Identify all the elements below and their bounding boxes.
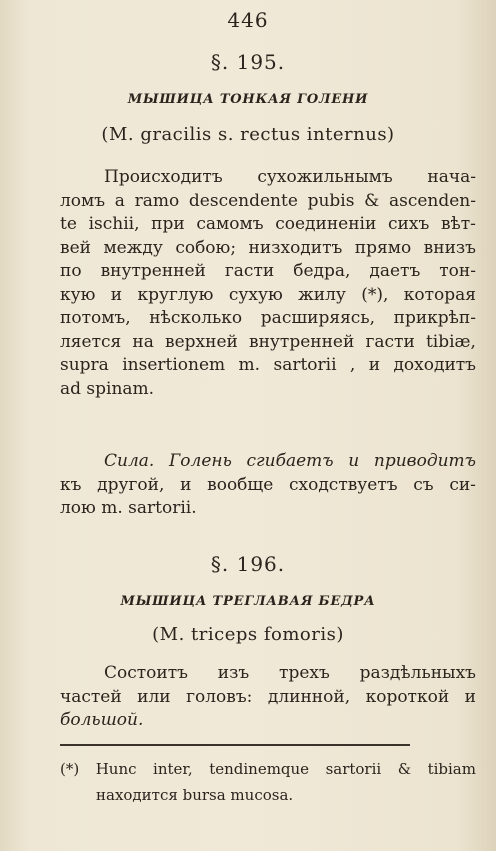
word: си- (449, 474, 476, 495)
word: кую (60, 284, 96, 305)
text-line (60, 474, 476, 498)
word: ischii, (88, 214, 140, 234)
word: tibiæ, (425, 331, 476, 352)
word: прикрѣп- (393, 308, 476, 328)
word: tibiam (427, 760, 476, 778)
word: & (397, 760, 412, 778)
word: гасти (365, 331, 415, 352)
word: съ (413, 474, 434, 495)
word: ляется (60, 331, 122, 352)
word: pubis (307, 190, 355, 211)
word: даетъ (369, 261, 421, 281)
word: соединеніи (275, 214, 377, 234)
word: сходствуетъ (288, 474, 398, 495)
word: sartorii (273, 355, 337, 375)
footnote-line (60, 756, 476, 782)
footnote (60, 756, 476, 808)
word: другой, (97, 474, 165, 495)
word: по (60, 261, 82, 281)
text-line (60, 284, 476, 308)
word: tendinemque (209, 760, 310, 778)
word: sartorii (325, 760, 382, 778)
word: и (348, 451, 360, 471)
word: а (114, 190, 125, 211)
word: при (151, 214, 185, 234)
word: которая (403, 284, 476, 305)
word: te (60, 214, 77, 234)
word: Сила. (104, 451, 155, 471)
word: доходитъ (393, 355, 476, 375)
word: и (180, 474, 192, 495)
word: верхней (165, 331, 238, 352)
word: и (368, 355, 381, 375)
footnote-line: находится bursa mucosa. (96, 786, 294, 804)
footnote-divider (60, 744, 410, 746)
paragraph (60, 166, 476, 401)
word: сгибаетъ (246, 451, 334, 471)
word: внутренней (100, 261, 206, 281)
word: нѣсколько (149, 308, 243, 328)
word: трехъ (279, 663, 330, 683)
text-line (60, 213, 476, 237)
text-line (60, 190, 476, 214)
text-line: Происходитъ сухожильнымъ нача- (104, 167, 476, 187)
word: supra (60, 355, 109, 375)
word: изъ (217, 663, 250, 683)
word: къ (60, 474, 82, 495)
word: , (349, 355, 356, 375)
text-line: ad spinam. (60, 378, 155, 399)
word: ломъ (60, 190, 106, 211)
word: и (110, 284, 123, 305)
text-line (60, 662, 476, 686)
word: головъ: (186, 686, 253, 707)
word: m. (238, 355, 261, 375)
word: собою; (175, 237, 237, 258)
section-number: §. 196. (210, 552, 286, 576)
word: круглую (137, 284, 214, 305)
word: (*) (60, 760, 80, 778)
word: вообще (207, 474, 274, 495)
word: вѣт- (440, 214, 476, 234)
section-heading: МЫШИЦА ТОНКАЯ ГОЛЕНИ (127, 92, 369, 107)
word: гасти (224, 261, 275, 281)
word: внизъ (423, 237, 476, 258)
word: внутренней (249, 331, 355, 352)
section-heading: МЫШИЦА ТРЕГЛАВАЯ БЕДРА (120, 594, 376, 609)
word: тон- (439, 261, 476, 281)
word: жилу (298, 284, 346, 305)
word: короткой (365, 686, 450, 707)
word: insertionem (122, 355, 226, 375)
word: descendente (188, 190, 298, 211)
word: ramo (134, 190, 180, 211)
latin-name: (M. triceps fomoris) (152, 624, 344, 645)
word: (*), (361, 284, 389, 305)
word: прямо (354, 237, 412, 258)
word: сухую (228, 284, 283, 305)
word: или (137, 686, 171, 707)
word: Голень (169, 451, 232, 471)
word: и (464, 686, 476, 707)
paragraph (60, 662, 476, 733)
word: вей (60, 237, 91, 258)
word: Состоитъ (104, 663, 188, 683)
text-line (60, 331, 476, 355)
text-line (60, 307, 476, 331)
word: между (103, 237, 163, 258)
text-line (60, 237, 476, 261)
word: ascenden- (388, 190, 476, 211)
word: Hunc (95, 760, 137, 778)
word: бедра, (293, 261, 351, 281)
word: расширяясь, (260, 308, 375, 328)
word: самомъ (196, 214, 264, 234)
text-line: лою m. sartorii. (60, 498, 197, 518)
text-line: большой. (60, 710, 144, 730)
word: приводитъ (373, 451, 476, 471)
text-line (60, 260, 476, 284)
section-number: §. 195. (210, 50, 286, 74)
word: частей (60, 686, 122, 707)
word: inter, (153, 760, 193, 778)
word: раздѣльныхъ (359, 663, 476, 683)
latin-name: (M. gracilis s. rectus internus) (101, 124, 395, 145)
word: длинной, (267, 686, 351, 707)
word: низходитъ (248, 237, 343, 258)
word: на (132, 331, 154, 352)
paragraph (60, 450, 476, 521)
page-number: 446 (227, 8, 269, 32)
word: потомъ, (60, 308, 131, 328)
word: сихъ (388, 214, 430, 234)
text-line (60, 354, 476, 378)
text-line (60, 450, 476, 474)
text-line (60, 686, 476, 710)
word: & (364, 190, 380, 211)
